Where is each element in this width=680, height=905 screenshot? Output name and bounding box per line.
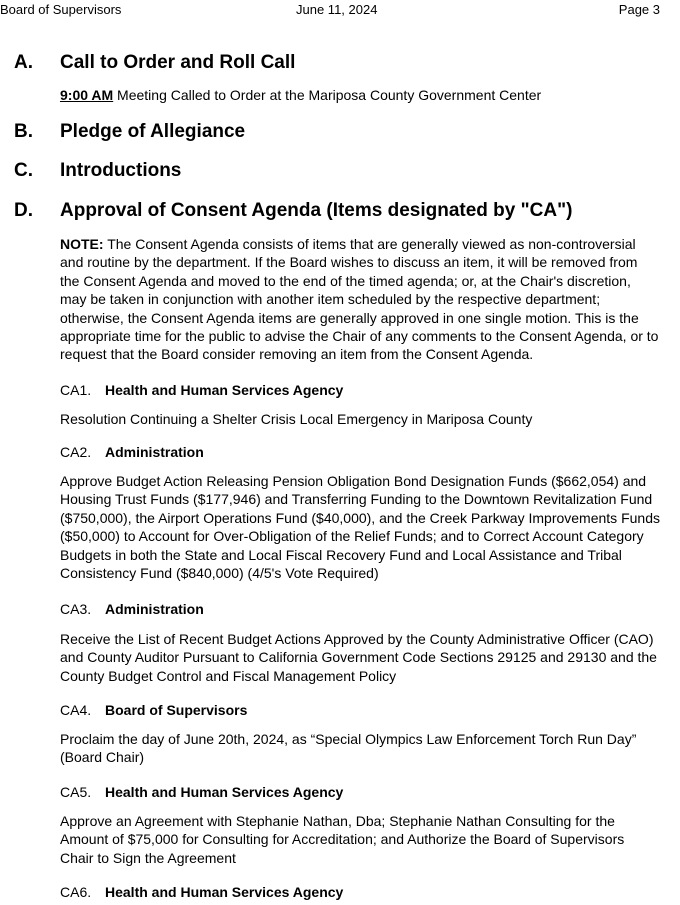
item-code: CA6. [60, 884, 92, 900]
note-text: The Consent Agenda consists of items that are generally viewed as non-controversial and routine by the department. If the Board wishes to discuss an item, it will be removed from the Consent Agenda and moved to the end of the timed agenda; or, at the Chair's discretion, may be taken in conjunction with another item scheduled by the respective department; otherwise, the Consent Agenda items are generally approved in one single motion. This is the appropriate time for the public to advise the Chair of any comments to the Consent Agenda, or to request that the Board consider removing an item from the Consent Agenda. [60, 236, 659, 363]
item-description: Approve Budget Action Releasing Pension Obligation Bond Designation Funds ($662,054) and Housing Trust Funds ($177,946) and Transferring Funding to the Downtown Revitalization Fund ($750,000), the Airport Operations Fund ($40,000), and the Creek Parkway Improvements Funds ($50,000) to Account for Over-Obligation of the Relief Funds; and to Correct Account Category Budgets in both the State and Local Fiscal Recovery Fund and Local Assistance and Tribal Consistency Fund ($840,000) (4/5's Vote Required) [60, 473, 660, 582]
item-description: Receive the List of Recent Budget Actions Approved by the County Administrative Officer (CAO) and County Auditor Pursuant to California Government Code Sections 29125 and 29130 and the County Budget Control and Fiscal Management Policy [60, 631, 657, 684]
item-department: Board of Supervisors [105, 702, 248, 718]
page-header [0, 2, 680, 20]
item-description: Resolution Continuing a Shelter Crisis Local Emergency in Mariposa County [60, 411, 533, 427]
consent-item-ca3 [60, 600, 204, 618]
item-department: Health and Human Services Agency [105, 784, 344, 800]
item-department: Health and Human Services Agency [105, 884, 344, 900]
note-label: NOTE: [60, 236, 104, 252]
item-code: CA1. [60, 382, 92, 398]
item-department: Health and Human Services Agency [105, 382, 344, 398]
section-letter: B. [14, 121, 33, 142]
consent-item-ca4 [60, 701, 247, 719]
item-department: Administration [105, 444, 204, 460]
item-code: CA5. [60, 784, 92, 800]
item-department: Administration [105, 601, 204, 617]
consent-item-ca5 [60, 783, 343, 801]
item-code: CA2. [60, 444, 92, 460]
item-description: Approve an Agreement with Stephanie Nathan, Dba; Stephanie Nathan Consulting for the Amount of $75,000 for Consulting for Accreditation; and Authorize the Board of Supervisors Chair to Sign the Agreement [60, 813, 625, 866]
consent-item-ca1 [60, 381, 343, 399]
consent-note [60, 235, 660, 364]
section-title: Approval of Consent Agenda (Items designated by "CA") [60, 200, 573, 221]
header-board-name: Board of Supervisors [0, 2, 122, 17]
meeting-text: Meeting Called to Order at the Mariposa County Government Center [113, 87, 542, 103]
section-title: Pledge of Allegiance [60, 121, 246, 142]
section-title: Introductions [60, 160, 182, 181]
item-description: Proclaim the day of June 20th, 2024, as “Special Olympics Law Enforcement Torch Run Day” (Board Chair) [60, 731, 637, 766]
meeting-time: 9:00 AM [60, 87, 114, 103]
item-code: CA3. [60, 601, 92, 617]
consent-item-ca6 [60, 883, 343, 901]
item-code: CA4. [60, 702, 92, 718]
section-title: Call to Order and Roll Call [60, 52, 296, 73]
section-letter: C. [14, 160, 33, 181]
consent-item-ca2 [60, 443, 204, 461]
header-date: June 11, 2024 [296, 2, 378, 17]
section-letter: D. [14, 200, 33, 221]
call-to-order-line [60, 86, 660, 104]
header-page-number: Page 3 [618, 2, 660, 17]
section-letter: A. [14, 52, 33, 73]
